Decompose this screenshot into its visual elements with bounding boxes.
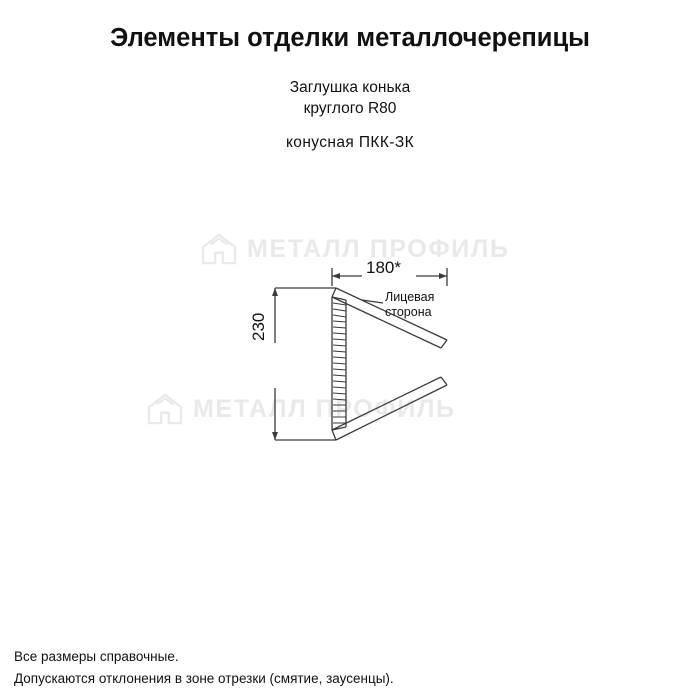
dim-left-arrow-top [272,288,278,296]
part-upper-right-cap [441,340,447,348]
dim-top-arrow-right [439,273,447,279]
watermark-text: МЕТАЛЛ ПРОФИЛЬ [247,234,510,263]
product-subtitle-line1: Заглушка конька [289,79,411,96]
part-lower-left-cap [332,430,336,440]
product-code: конусная ПКК-ЗК [285,134,415,151]
face-side-label-line1: Лицевая [385,290,435,304]
part-lower-right-cap [441,377,447,385]
page-title: Элементы отделки металлочерепицы [110,24,590,52]
part-lower-edge-outer [336,385,447,440]
footer-note-2: Допускаются отклонения в зоне отрезки (смятие, заусенцы). [14,671,394,686]
dim-top-arrow-left [332,273,340,279]
dim-left-arrow-bottom [272,432,278,440]
dimension-left-label: 230 [249,312,268,341]
part-lower-edge-inner [332,377,441,430]
face-side-label [385,290,434,320]
footer-note-1: Все размеры справочные. [14,649,179,664]
face-side-label-line2: сторона [385,305,432,319]
dimension-top-label: 180* [366,258,401,277]
product-subtitle-line2: круглого R80 [303,100,397,117]
part-upper-left-cap [332,288,336,297]
watermark-text: МЕТАЛЛ ПРОФИЛЬ [193,394,456,423]
